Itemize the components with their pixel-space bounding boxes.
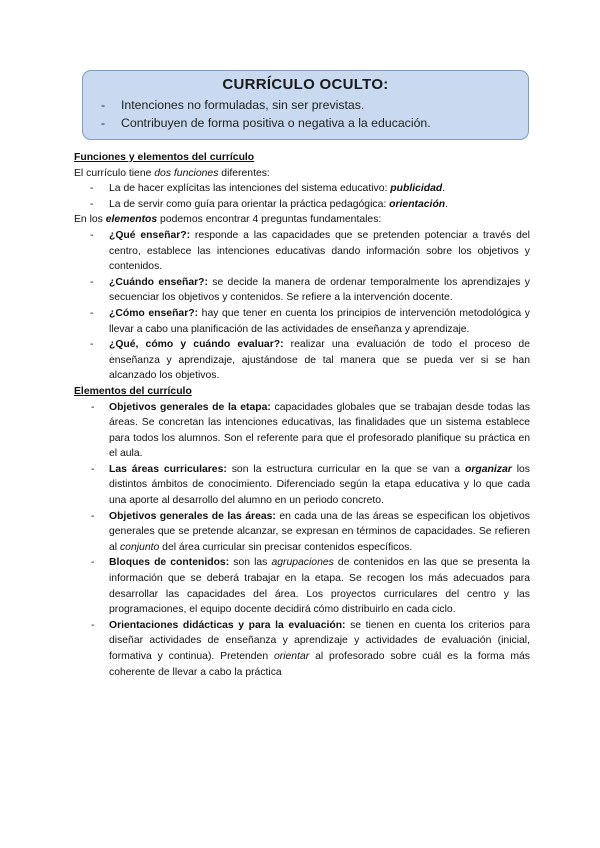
bullet-dash: -	[90, 339, 94, 351]
element-description-end: del área curricular sin precisar contenidos específicos.	[159, 541, 413, 553]
item-emphasis: orientación	[389, 198, 446, 210]
question-text	[109, 306, 530, 337]
questions-list	[74, 228, 530, 384]
question-description: se decide la manera de ordenar temporalmente los aprendizajes y secuenciar los objetivos y contenidos. Se refiere a la intervención docente.	[109, 276, 530, 304]
element-description: capacidades globales que se trabajan desde todas las áreas. Se concretan las intenciones educativas, las finalidades que un sistema establece para todos los alumnos. Son el referente para que el profesorado planifique su práctica en el aula.	[109, 401, 530, 460]
element-item	[74, 555, 530, 617]
question-description: hay que tener en cuenta los principios de intervención metodológica y llevar a cabo una planificación de las actividades de enseñanza y aprendizaje.	[109, 307, 530, 335]
element-label: Bloques de contenidos:	[109, 557, 230, 569]
element-description: son la estructura curricular en la que se van a	[226, 463, 466, 475]
bullet-dash: -	[90, 276, 94, 288]
question-label: ¿Cuándo enseñar?:	[109, 276, 208, 288]
element-label: Orientaciones didácticas y para la evaluación:	[109, 619, 346, 631]
element-label: Objetivos generales de las áreas:	[109, 510, 276, 522]
question-label: ¿Qué enseñar?:	[109, 229, 191, 241]
question-label: ¿Cómo enseñar?:	[109, 307, 199, 319]
element-description: en cada una de las áreas se especifican los objetivos generales que se pretende alcanzar, se expresan en términos de capacidades. Se refieren al	[109, 510, 530, 553]
callout-item-text: Intenciones no formuladas, sin ser previstas.	[121, 98, 365, 112]
bullet-dash: -	[90, 229, 94, 241]
element-item	[74, 618, 530, 680]
callout-title: CURRÍCULO OCULTO:	[222, 76, 389, 93]
bullet-dash: -	[91, 463, 95, 475]
question-item	[74, 337, 530, 384]
intro-emphasis: elementos	[105, 214, 158, 226]
element-item	[74, 509, 530, 556]
question-text	[109, 228, 530, 275]
element-text	[109, 462, 530, 509]
section-heading-functions: Funciones y elementos del currículo	[74, 152, 255, 163]
bullet-dash: -	[101, 98, 106, 112]
callout-list	[101, 96, 431, 132]
element-item	[74, 462, 530, 509]
intro-text-end: diferentes:	[218, 167, 270, 179]
intro-emphasis: dos funciones	[154, 167, 219, 179]
question-description: realizar una evaluación de todo el proceso de enseñanza y aprendizaje, ajustándose de tal manera que se pueda ver si se han alcanzado los objetivos.	[109, 339, 530, 382]
question-label: ¿Qué, cómo y cuándo evaluar?:	[109, 339, 284, 351]
element-text	[109, 400, 530, 462]
bullet-dash: -	[91, 401, 95, 413]
functions-intro	[74, 166, 530, 182]
elements-list	[74, 400, 530, 681]
item-text: La de servir como guía para orientar la práctica pedagógica:	[109, 198, 390, 210]
bullet-dash: -	[101, 116, 106, 130]
question-text	[109, 337, 530, 384]
intro-text: El currículo tiene	[74, 167, 155, 179]
element-emphasis: agrupaciones	[271, 557, 334, 569]
list-item-text	[109, 181, 530, 197]
list-item	[74, 197, 530, 213]
bullet-dash: -	[91, 510, 95, 522]
element-description-end: de contenidos en las que se presenta la información que se deberá trabajar en la etapa. Se recogen los más adecuados para desarrollar las capacidades del área. Los proyectos curriculares del centro y las programaciones, el equipo docente decidirá cómo distribuirlo en cada ciclo.	[109, 557, 530, 616]
element-emphasis: organizar	[465, 463, 512, 475]
bullet-dash: -	[90, 307, 94, 319]
callout-item	[101, 114, 431, 132]
callout-item-text: Contribuyen de forma positiva o negativa a la educación.	[121, 116, 431, 130]
element-text	[109, 509, 530, 556]
element-text	[109, 555, 530, 617]
item-emphasis: publicidad	[390, 183, 443, 195]
bullet-dash: -	[91, 619, 95, 631]
question-item	[74, 275, 530, 306]
item-text-end: .	[442, 183, 446, 195]
element-text	[109, 618, 530, 680]
element-emphasis: conjunto	[119, 541, 160, 553]
element-description: se tienen en cuenta los criterios para diseñar actividades de enseñanza y aprendizaje y actividades de evaluación (inicial, formativa y continua). Pretenden	[109, 619, 530, 662]
list-item-text	[109, 197, 530, 213]
bullet-dash: -	[91, 557, 95, 569]
intro-text-end: podemos encontrar 4 preguntas fundamentales:	[157, 214, 382, 226]
element-description-end: los distintos ámbitos de conocimiento. Diferenciado según la etapa educativa y lo que cada una aporte al desarrollo del alumno en un periodo concreto.	[109, 463, 530, 507]
question-description: responde a las capacidades que se pretenden potenciar a través del centro, establece las intenciones educativas dando información sobre los objetivos y contenidos.	[109, 229, 530, 273]
section-heading-elements: Elementos del currículo	[74, 385, 192, 397]
hidden-curriculum-callout	[82, 70, 529, 140]
element-emphasis: orientar	[273, 651, 310, 662]
item-text: La de hacer explícitas las intenciones del sistema educativo:	[109, 183, 391, 195]
question-item	[74, 228, 530, 275]
bullet-dash: -	[90, 183, 94, 195]
callout-item	[101, 96, 431, 114]
elements-intro	[74, 212, 530, 228]
element-item	[74, 400, 530, 462]
question-item	[74, 306, 530, 337]
list-item	[74, 181, 530, 197]
document-body	[74, 150, 530, 680]
functions-list	[74, 181, 530, 212]
element-description: son las	[229, 557, 272, 569]
element-label: Objetivos generales de la etapa:	[109, 401, 271, 413]
element-label: Las áreas curriculares:	[109, 463, 227, 475]
intro-text: En los	[74, 214, 106, 226]
item-text-end: .	[445, 198, 449, 210]
bullet-dash: -	[90, 198, 94, 210]
question-text	[109, 275, 530, 306]
element-description-end: al profesorado sobre cuál es la forma más coherente de llevar a cabo la práctica	[109, 651, 530, 678]
